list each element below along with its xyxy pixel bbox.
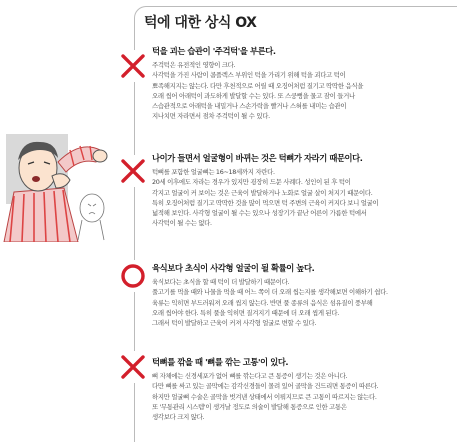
fact-line: 오래 씹어야 한다. 특히 풀을 익히면 질겨지기 때문에 더 오래 씹게 된다. [152,308,339,317]
fact-item-3 [152,262,458,328]
fact-line: 턱뼈를 포함한 얼굴뼈는 16~18세까지 자란다. [152,168,275,176]
x-mark-icon [117,351,149,383]
fact-line: 육식보다는 초식을 할 때 턱이 더 발달하기 때문이다. [152,278,290,286]
jaw-pain-illustration [0,132,112,242]
fact-title: 턱뼈를 깎을 때 '뼈를 깎는 고통'이 있다. [152,357,289,367]
fact-item-4 [152,356,458,422]
fact-line: 20세 이후에도 자라는 경우가 있지만 굉장히 드문 사례다. 성인이 된 후 턱이 [152,178,351,187]
fact-line: 생각보다 크지 않다. [152,413,205,422]
fact-item-2 [152,152,458,229]
fact-line: 그래서 턱이 발달하고 근육이 커져 사각형 얼굴로 변할 수 있다. [152,319,317,328]
x-mark-icon [117,50,149,82]
o-mark-icon [117,260,149,292]
fact-line: 사각턱이 될 수는 없다. [152,219,212,228]
fact-line: 오래 씹어 아래턱이 과도하게 발달할 수는 있다. 또 스쿵뻥을 물고 잠이 들거나 [152,91,355,100]
fact-line: 풀고기를 먹을 때와 나물을 먹을 때 어느 쪽이 더 오래 씹는지를 생각해보면 이해하기 쉽다. [152,288,388,297]
fact-title: 나이가 들면서 얼굴형이 바뀌는 것은 턱뼈가 자라기 때문이다. [152,153,363,163]
page-title: 턱에 대한 상식 OX [144,15,257,31]
fact-line: 넓적해 보인다. 사각형 얼굴이 될 수는 있으나 성장기가 끝난 어른이 가름한 턱에서 [152,209,367,218]
fact-line: 지나치면 자라면서 점차 주걱턱이 될 수 있다. [152,112,270,121]
fact-line: 하지만 얼굴뼈 수술은 골막을 벗겨낸 상태에서 이뤄지므로 큰 고통이 따르지는 않는다. [152,392,377,401]
fact-line: 육류는 익히면 부드러워져 오래 씹지 않는다. 반면 풀 종류의 음식은 섬유질이 풍부해 [152,298,373,307]
fact-line: 주걱턱은 유전적인 영향이 크다. [152,61,236,69]
x-mark-icon [117,155,149,187]
fact-line: 사각턱을 가진 사람이 콤플렉스 부위인 턱을 가리기 위해 턱을 괴다고 턱이 [152,71,346,80]
fact-line: 뼈 자체에는 신경세포가 없어 뼈를 깎는다고 큰 통증이 생기는 것은 아니다. [152,372,348,380]
fact-item-1 [152,45,458,122]
fact-line: 또 '무통관리 시스템'이 생겨날 정도로 의술이 발달해 통증으로 인한 고통은 [152,402,347,411]
fact-title: 턱을 괴는 습관이 '주걱턱'을 부른다. [152,46,276,56]
fact-line: 스습관적으로 아래턱을 내밀거나 스손가락을 빨거나 스혀를 내미는 습관이 [152,102,347,111]
fact-line: 다만 뼈를 싸고 있는 골막에는 감각신경들이 몰려 있어 골막을 건드리면 통증이 따른다. [152,382,379,391]
fact-line: 각지고 얼굴이 커 보이는 것은 근육이 발달하거나 노화로 얼굴 살이 처지기 때문이다. [152,188,373,197]
fact-line: 뾰족해지지는 않는다. 다만 후천적으로 어릴 때 오징어처럼 질기고 딱딱한 음식을 [152,81,364,90]
fact-line: 특히 오징어처럼 질기고 딱딱한 것을 많이 먹으면 턱 주변의 근육이 커지다 보니 얼굴이 [152,198,379,207]
fact-title: 육식보다 초식이 사각형 얼굴이 될 확률이 높다. [152,263,315,273]
